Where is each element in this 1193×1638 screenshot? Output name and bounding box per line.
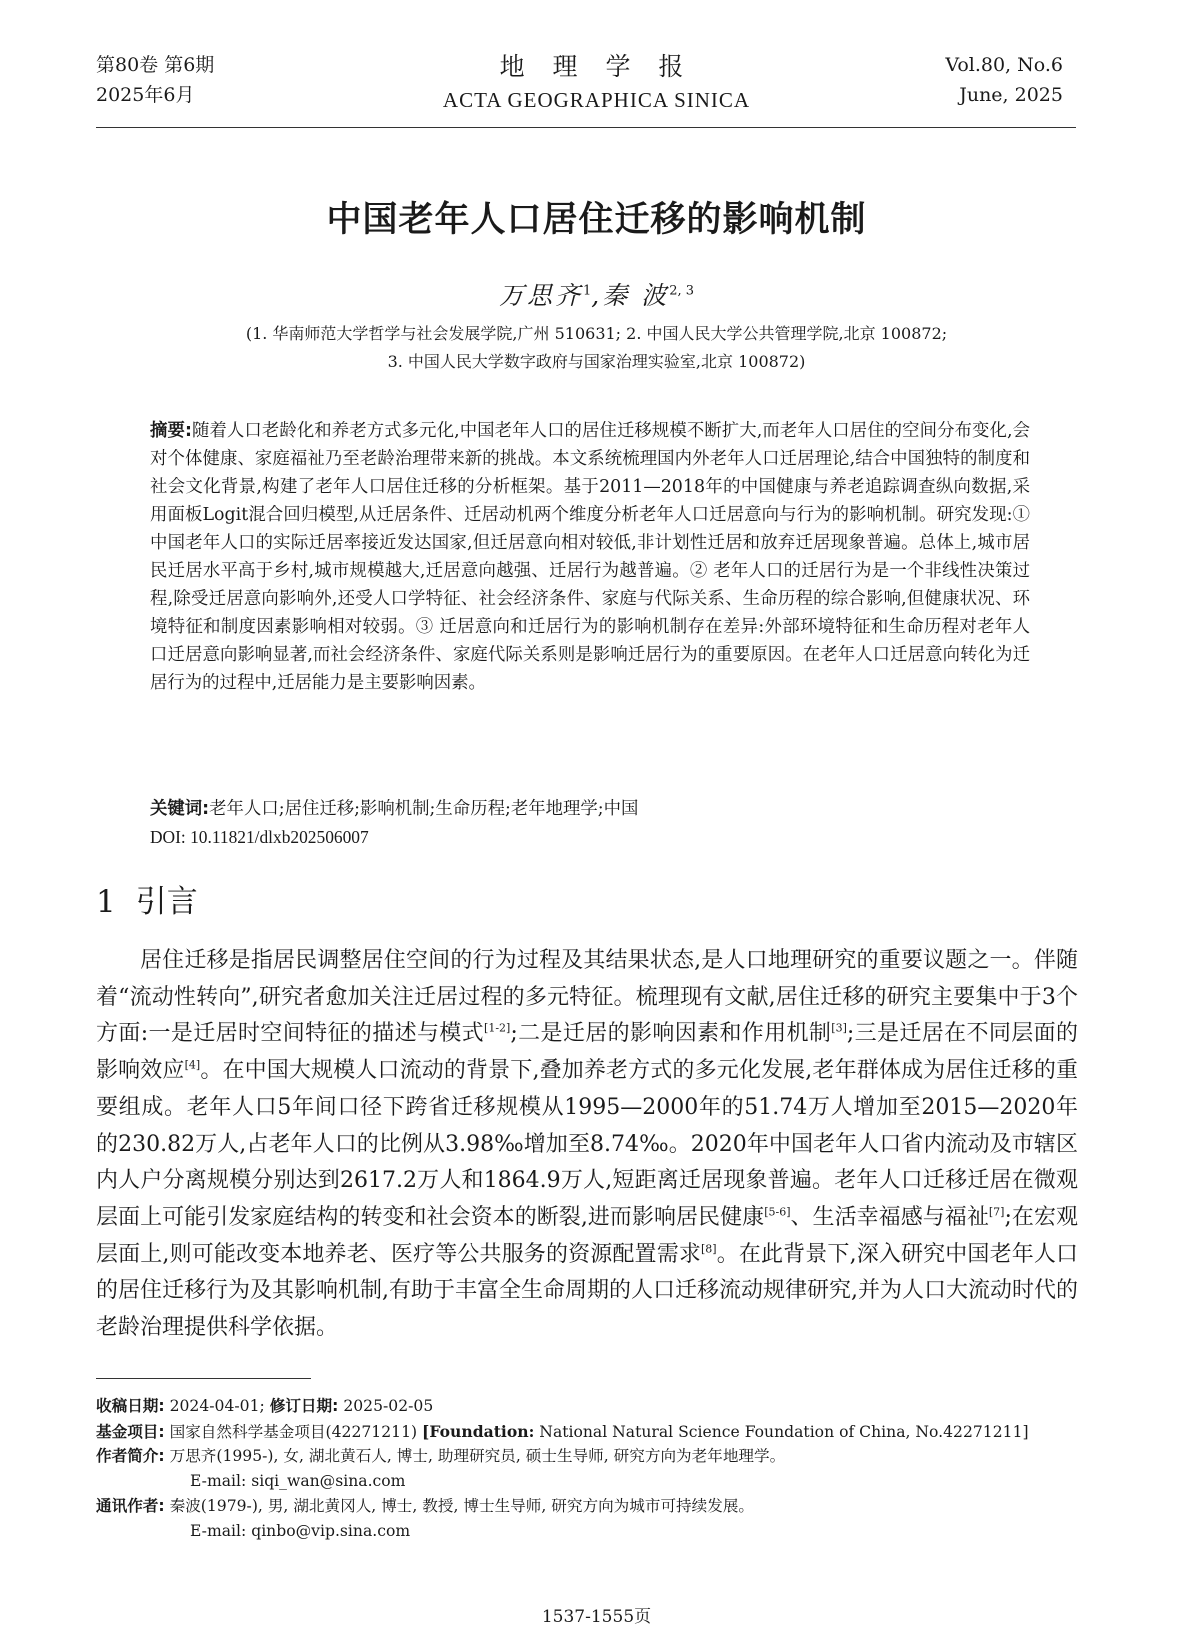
revised-date: 2025-02-05: [343, 1397, 434, 1415]
received-label: 收稿日期:: [96, 1397, 165, 1415]
footnote-author: [96, 1444, 1086, 1469]
citation[interactable]: [4]: [184, 1058, 201, 1072]
footnote-corresponding-email: [96, 1519, 1086, 1544]
revised-label: 修订日期:: [269, 1397, 339, 1415]
volume-en: Vol.80, No.6: [945, 54, 1063, 76]
fund-label: 基金项目:: [96, 1423, 165, 1441]
section-number: 1: [96, 884, 116, 920]
affiliation-line-1: (1. 华南师范大学哲学与社会发展学院,广州 510631; 2. 中国人民大学公共管理学院,北京 100872;: [245, 324, 948, 343]
body-text: 。在中国大规模人口流动的背景下,叠加养老方式的多元化发展,老年群体成为居住迁移的重要组成。老年人口5年间口径下跨省迁移规模从1995—2000年的51.74万人增加至2015—2020年的230.82万人,占老年人口的比例从3.98‰增加至8.74‰。2020年中国老年人口省内流动及市辖区内人户分离规模分别达到2617.2万人和1864.9万人,短距离迁居现象普遍。老年人口迁移迁居在微观层面上可能引发家庭结构的转变和社会资本的断裂,进而影响居民健康: [96, 1058, 1078, 1230]
body-text: ;在宏观层面上,则可能改变本地养老、医疗等公共服务的资源配置需求: [96, 1204, 1078, 1267]
author-1: 万思齐: [498, 281, 583, 310]
body-text: 、生活幸福感与福祉: [790, 1204, 989, 1230]
author-bio-label: 作者简介:: [96, 1447, 165, 1465]
header-right: [945, 50, 1063, 110]
affiliations: [0, 320, 1193, 376]
keywords-text: 老年人口;居住迁移;影响机制;生命历程;老年地理学;中国: [209, 799, 639, 819]
footnote-author-email: [96, 1469, 1086, 1494]
citation[interactable]: [7]: [988, 1205, 1005, 1219]
journal-name-en: ACTA GEOGRAPHICA SINICA: [442, 88, 751, 112]
footnote-received: [96, 1394, 1086, 1419]
citation[interactable]: [5-6]: [764, 1205, 791, 1219]
citation[interactable]: [1-2]: [484, 1022, 511, 1036]
section-title: 引言: [135, 884, 198, 920]
author-bio: 万思齐(1995-), 女, 湖北黄石人, 博士, 助理研究员, 硕士生导师, 研究方向为老年地理学。: [169, 1447, 786, 1465]
body-text: ;二是迁居的影响因素和作用机制: [510, 1021, 832, 1047]
body-text: ;三是迁居在不同层面的影响效应: [96, 1021, 1078, 1084]
fund-en: National Natural Science Foundation of China, No.42271211]: [534, 1423, 1029, 1441]
fund-cn: 国家自然科学基金项目(42271211): [169, 1423, 423, 1441]
footnote-rule: [96, 1378, 311, 1379]
author-2: 秦 波: [602, 281, 670, 310]
abstract-text: 随着人口老龄化和养老方式多元化,中国老年人口的居住迁移规模不断扩大,而老年人口居住的空间分布变化,会对个体健康、家庭福祉乃至老龄治理带来新的挑战。本文系统梳理国内外老年人口迁居理论,结合中国独特的制度和社会文化背景,构建了老年人口居住迁移的分析框架。基于2011—2018年的中国健康与养老追踪调查纵向数据,采用面板Logit混合回归模型,从迁居条件、迁居动机两个维度分析老年人口迁居意向与行为的影响机制。研究发现:① 中国老年人口的实际迁居率接近发达国家,但迁居意向相对较低,非计划性迁居和放弃迁居现象普遍。总体上,城市居民迁居水平高于乡村,城市规模越大,迁居意向越强、迁居行为越普遍。② 老年人口的迁居行为是一个非线性决策过程,除受迁居意向影响外,还受人口学特征、社会经济条件、家庭与代际关系、生命历程的综合影响,但健康状况、环境特征和制度因素影响相对较弱。③ 迁居意向和迁居行为的影响机制存在差异:外部环境特征和生命历程对老年人口迁居意向影响显著,而社会经济条件、家庭代际关系则是影响迁居行为的重要原因。在老年人口迁居意向转化为迁居行为的过程中,迁居能力是主要影响因素。: [150, 421, 1030, 693]
body-text: 。在此背景下,深入研究中国老年人口的居住迁移行为及其影响机制,有助于丰富全生命周期的人口迁移流动规律研究,并为人口大流动时代的老龄治理提供科学依据。: [96, 1241, 1078, 1341]
corresponding-bio: 秦波(1979-), 男, 湖北黄冈人, 博士, 教授, 博士生导师, 研究方向为城市可持续发展。: [169, 1497, 755, 1515]
date-cn: 2025年6月: [96, 84, 195, 106]
footnote-funding: [96, 1419, 1086, 1445]
affiliation-line-2: 3. 中国人民大学数字政府与国家治理实验室,北京 100872): [387, 352, 806, 371]
received-date: 2024-04-01;: [169, 1397, 265, 1415]
citation[interactable]: [3]: [831, 1022, 847, 1036]
footnote-corresponding: [96, 1494, 1086, 1519]
corresponding-label: 通讯作者:: [96, 1497, 165, 1515]
abstract: [150, 417, 1030, 697]
journal-name-cn: 地 理 学 报: [499, 52, 694, 81]
volume-cn: 第80卷 第6期: [96, 54, 215, 76]
doi: DOI: 10.11821/dlxb202506007: [150, 827, 369, 847]
header-rule: [96, 127, 1076, 128]
citation[interactable]: [8]: [700, 1242, 717, 1256]
paper-title: 中国老年人口居住迁移的影响机制: [326, 200, 867, 240]
corresponding-email[interactable]: E-mail: qinbo@vip.sina.com: [190, 1522, 411, 1540]
keywords: [150, 795, 1030, 823]
date-en: June, 2025: [959, 84, 1063, 106]
fund-en-label: [Foundation:: [422, 1422, 535, 1441]
body-text: 居住迁移是指居民调整居住空间的行为过程及其结果状态,是人口地理研究的重要议题之一。伴随着“流动性转向”,研究者愈加关注迁居过程的多元特征。梳理现有文献,居住迁移的研究主要集中于3个方面:一是迁居时空间特征的描述与模式: [96, 948, 1078, 1047]
author-email[interactable]: E-mail: siqi_wan@sina.com: [190, 1472, 406, 1490]
abstract-label: 摘要:: [150, 421, 192, 441]
section-heading: [96, 882, 198, 922]
author-2-affil: 2, 3: [669, 283, 694, 299]
author-line: [0, 276, 1193, 312]
body-paragraph: [96, 943, 1078, 1347]
page-range: 1537-1555页: [541, 1607, 652, 1627]
keywords-label: 关键词:: [150, 799, 210, 819]
author-1-affil: 1: [583, 283, 592, 299]
author-separator: ,: [591, 281, 603, 310]
